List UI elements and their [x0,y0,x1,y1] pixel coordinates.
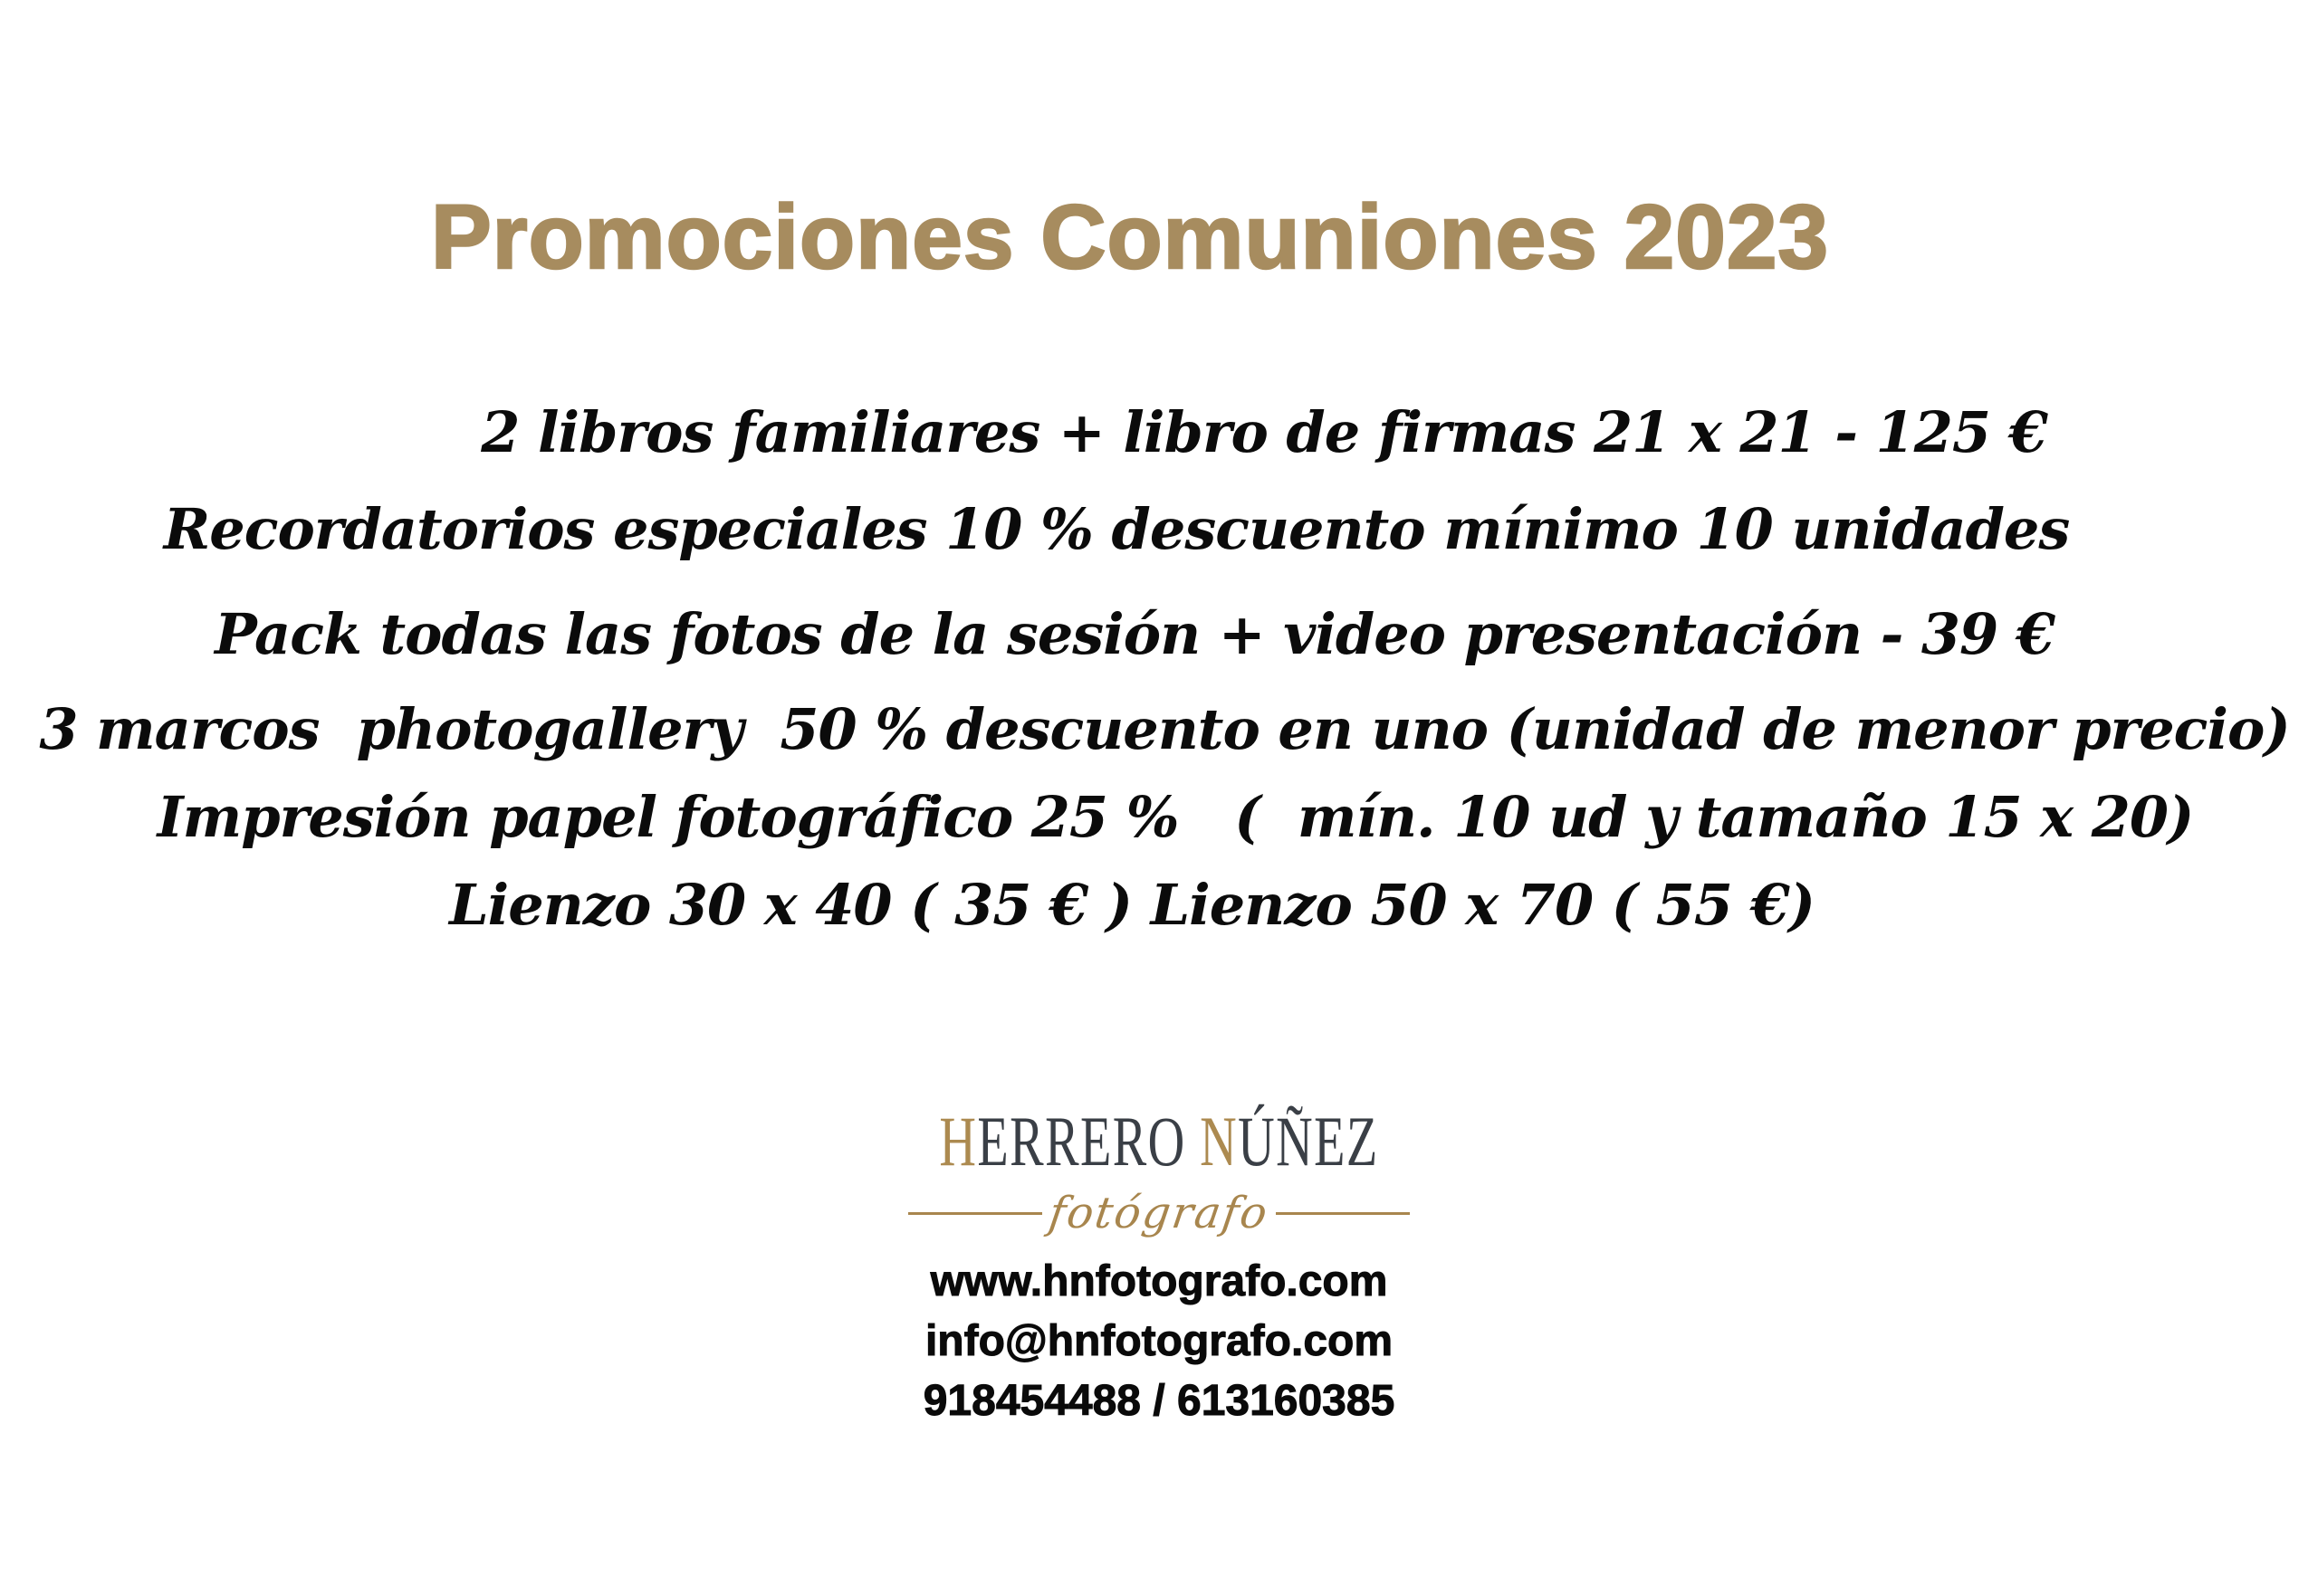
tagline-rule-right [1276,1212,1410,1215]
contact-email: info@hnfotografo.com [924,1317,1394,1365]
logo-name-rest-1: ERRERO [977,1102,1186,1180]
logo-tagline: fotógrafo [1046,1188,1272,1238]
logo-name [324,1102,1993,1180]
tagline-rule-left [908,1212,1042,1215]
logo-initial-h: H [939,1102,978,1180]
page-title: Promociones Comuniones 2023 [430,186,1830,288]
promotion-line-marcos: 3 marcos photogallery 50 % descuento en uno (unidad de menor precio) [39,696,2290,762]
contact-website: www.hnfotografo.com [930,1257,1388,1305]
studio-logo [0,1102,2318,1238]
promotions-list [0,386,2318,952]
promotion-line-books: 2 libros familiares + libro de firmas 21 x 21 - 125 € [481,399,2047,465]
promotion-line-lienzo: Lienzo 30 x 40 ( 35 € ) Lienzo 50 x 70 ( 55 €) [449,872,1815,938]
contact-phones: 918454488 / 613160385 [923,1377,1395,1425]
contact-block [0,1252,2318,1431]
logo-initial-n: N [1200,1102,1239,1180]
promotion-line-recordatorios: Recordatorios especiales 10 % descuento mínimo 10 unidades [163,496,2070,562]
logo-name-rest-2: ÚÑEZ [1238,1102,1379,1180]
promotion-line-pack: Pack todas las fotos de la sesión + video presentación - 39 € [215,601,2055,667]
logo-name-space [1186,1102,1200,1180]
logo-tagline-row [0,1190,2318,1237]
promotion-line-impresion: Impresión papel fotográfico 25 % ( mín. 10 ud y tamaño 15 x 20) [157,784,2194,850]
